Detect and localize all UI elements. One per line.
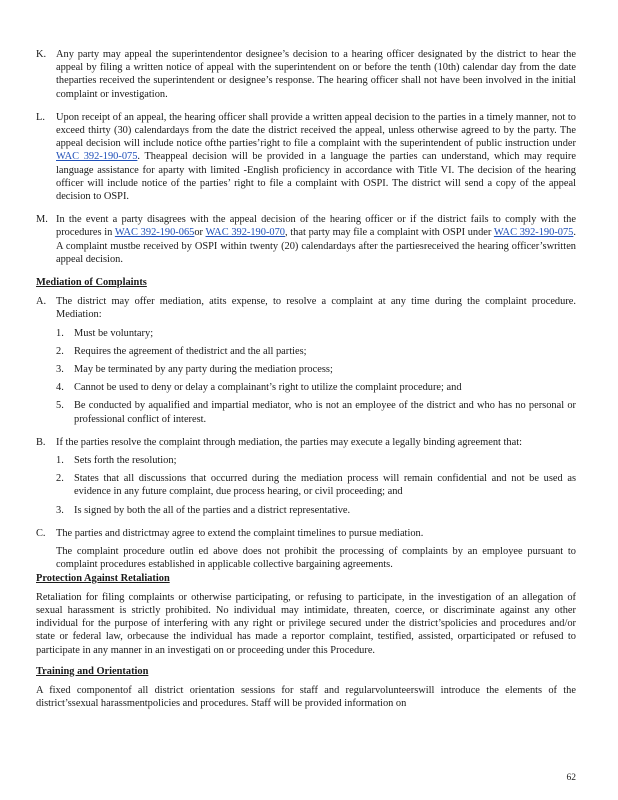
section-heading-protection: Protection Against Retaliation: [36, 572, 170, 584]
list-item: 2. States that all discussions that occurred during the mediation process will remain confidential and not be used as evidence in any future complaint, due process hearing, or civil proceeding; and: [56, 473, 576, 498]
item-text: , that party may file a complaint with OSPI under: [285, 227, 494, 239]
section-heading-training: Training and Orientation: [36, 665, 149, 677]
training-paragraph: A fixed componentof all district orientation sessions for staff and regularvolunteerswill introduce the elements of the district’ssexual harassmentpolicies and procedures. Staff will be provided information on: [36, 684, 576, 710]
item-text: or: [194, 227, 206, 239]
list-item: 1. Sets forth the resolution;: [56, 455, 177, 467]
item-text: . A complaint mustbe received by OSPI within twenty (20) calendardays after the partiesreceived the hearing officer’swritten appeal decision.: [56, 227, 576, 265]
paragraph-mediation-a: [36, 295, 576, 426]
item-text: Any party may appeal the superintendentor designee’s decision to a hearing officer designated by the district to hear the appeal by filing a written notice of appeal with the superintendent on or before the tenth (10th) calendar day from the date theparties received the superintendent or designee’s response. The hearing officer shall not have been involved in the initial complaint or investigation.: [56, 49, 576, 100]
item-label: A.: [36, 296, 47, 308]
wac-link[interactable]: WAC 392-190-070: [205, 227, 285, 239]
wac-link[interactable]: WAC 392-190-065: [114, 227, 195, 239]
item-label: L.: [36, 111, 45, 123]
list-item: 5. Be conducted by aqualified and impartial mediator, who is not an employee of the district and who has no personal or professional conflict of interest.: [56, 400, 576, 425]
list-item: 4. Cannot be used to deny or delay a complainant’s right to utilize the complaint procedure; and: [56, 382, 462, 394]
paragraph-m: [36, 213, 576, 266]
item-text: The district may offer mediation, atits expense, to resolve a complaint at any time during the complaint procedure. Mediation:: [56, 296, 576, 321]
list-item: 3. May be terminated by any party during the mediation process;: [56, 364, 333, 376]
item-label: C.: [36, 527, 46, 539]
item-text: The parties and districtmay agree to extend the complaint timelines to pursue mediation.: [56, 527, 424, 539]
item-label: B.: [36, 436, 46, 448]
item-text: The complaint procedure outlin ed above does not prohibit the processing of complaints by an employee pursuant to complaint procedures established in applicable collective bargaining agreements.: [56, 546, 576, 571]
paragraph-k: [36, 48, 576, 101]
list-item: 1. Must be voluntary;: [56, 327, 154, 339]
wac-link[interactable]: WAC 392-190-075: [56, 151, 138, 163]
item-label: M.: [36, 214, 48, 226]
item-text: . Theappeal decision will be provided in a language the parties can understand, which may require language assistance for aparty with limited -English proficiency in accordance with Title VI. The decision of the hearing officer will include notice of the parties’ right to file a complaint with OSPI. The district will send a copy of the appeal decision to OSPI.: [56, 151, 576, 203]
section-heading-mediation: Mediation of Complaints: [36, 277, 147, 289]
item-text: If the parties resolve the complaint through mediation, the parties may execute a legally binding agreement that:: [56, 436, 522, 448]
item-label: K.: [36, 49, 47, 60]
item-text: In the event a party disagrees with the appeal decision of the hearing officer or if the district fails to comply with the procedures in: [56, 214, 576, 239]
paragraph-mediation-c: [36, 527, 576, 572]
item-text: Upon receipt of an appeal, the hearing officer shall provide a written appeal decision to the parties in a timely manner, not to exceed thirty (30) calendardays from the date the district received the appeal, unless otherwise agreed to by the party. The appeal decision will include notice ofthe parties’right to file a complaint with the superintendent of public instruction under: [56, 111, 576, 150]
list-item: 2. Requires the agreement of thedistrict and the all parties;: [56, 345, 307, 357]
protection-paragraph: Retaliation for filing complaints or otherwise participating, or refusing to participate, in the investigation of an allegation of sexual harassment is strictly prohibited. No individual may intimidate, threaten, coerce, or discriminate against any other individual for the purpose of interfering with any right or privilege secured under the district’spolicies and procedures and/or state or federal law, orbecause the individual has made a reportor complaint, testified, assisted, orparticipated or refused to participate in any manner in an investigati on or proceeding under this Procedure.: [36, 591, 576, 656]
wac-link[interactable]: WAC 392-190-075: [493, 227, 574, 239]
list-item: 3. Is signed by both the all of the parties and a district representative.: [56, 504, 351, 516]
document-page: [36, 48, 576, 718]
page-number: 62: [566, 773, 576, 783]
paragraph-mediation-b: [36, 436, 576, 517]
paragraph-l: [36, 111, 576, 203]
